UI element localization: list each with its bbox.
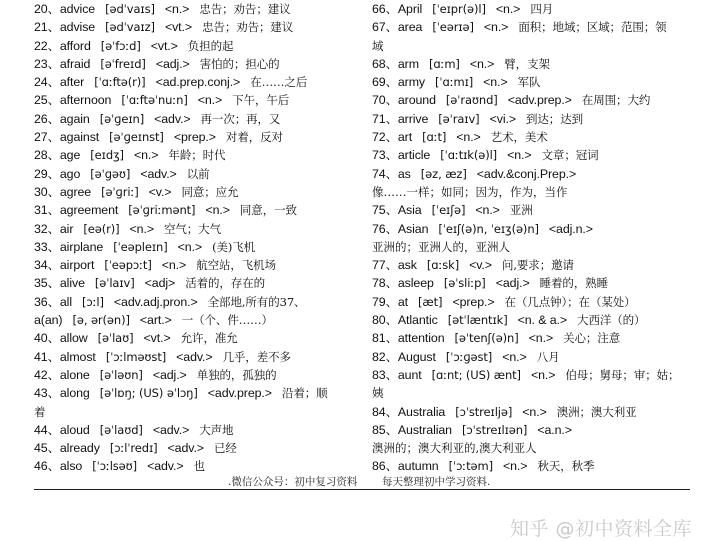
entry-number: 41、 [34,349,60,364]
entry-word: again [59,111,90,126]
entry-part-of-speech: <n. & a.> [517,313,568,328]
entry-meaning: 已经 [213,441,237,456]
entry-phonetic: [ˈeəpɔːt] [104,258,152,273]
entry-part-of-speech: <adj.> [495,276,530,291]
entry-part-of-speech: <v.> [469,258,492,273]
entry-meaning: 八月 [536,349,560,364]
entry-number: 77、 [372,258,398,273]
entry-meaning: 航空站，飞机场 [196,258,276,273]
entry-part-of-speech: <adv.prep.> [507,93,572,108]
entry-part-of-speech: <n.> [507,148,532,163]
entry-phonetic: [ətˈlæntɪk] [447,313,508,328]
entry-part-of-speech: <n.> [161,258,187,273]
zhihu-watermark: 知乎 @初中资料全库 [510,518,693,540]
entry-number: 24、 [34,75,60,90]
vocab-entry [372,128,688,146]
entry-word: Australia [397,404,446,419]
entry-word: airport [59,258,95,273]
entry-part-of-speech: <adj.> [152,367,187,382]
entry-word: Atlantic [397,313,438,328]
entry-word: along [59,386,90,401]
vocab-entry [372,311,688,329]
entry-phonetic: [əˈɡəʊ] [90,166,131,181]
vocab-entry [372,366,688,384]
vocab-entry [34,183,364,201]
vocab-entry [34,146,364,164]
entry-word: aunt [397,367,422,382]
entry-meaning: 臂，支架 [504,56,550,71]
entry-number: 26、 [34,111,60,126]
entry-phonetic: [eə(r)] [83,221,120,236]
vocab-entry [34,0,364,18]
entry-word: agree [59,184,92,199]
entry-phonetic: [əˈtenʃ(ə)n] [454,331,519,346]
vocab-entry [372,146,688,164]
entry-meaning: 再一次；再，又 [200,111,281,126]
entry-word: almost [59,349,96,364]
entry-meaning-continued: 亚洲的；亚洲人的，亚洲人 [372,239,510,254]
vocab-entry [34,256,364,274]
entry-meaning-continued: 澳洲的；澳大利亚的,澳大利亚人 [372,441,537,456]
entry-phonetic: [ɔˈstreɪlɪən] [462,422,528,437]
entry-meaning: 大声地 [199,422,234,437]
entry-meaning: 军队 [517,75,541,90]
entry-number: 84、 [372,404,398,419]
entry-word: alive [59,276,85,291]
entry-part-of-speech: <v.> [148,184,172,199]
entry-meaning: 艺术，美术 [490,130,548,145]
entry-part-of-speech: <adv.> [147,459,184,474]
entry-word: April [397,2,423,16]
entry-meaning: 单独的，孤独的 [196,367,277,382]
entry-word: at [397,294,409,309]
entry-part-of-speech: <adv.> [176,349,213,364]
entry-word: afraid [59,56,91,71]
vocab-entry [372,201,688,219]
vocab-entry [34,55,364,73]
entry-word: alone [59,367,90,382]
entry-meaning: 以前 [186,166,210,181]
entry-number: 78、 [372,276,398,291]
vocab-entry [372,329,688,347]
entry-part-of-speech: <adv.> [167,441,204,456]
entry-part-of-speech: <n.> [177,239,203,254]
vocab-entry [34,366,364,384]
entry-word: advise [59,20,96,35]
word-list-left-column [34,0,364,476]
vocab-entry [34,201,364,219]
entry-meaning-continued: 姨 [372,386,384,401]
vocab-entry [34,457,364,475]
entry-part-of-speech: <n.> [129,221,154,236]
entry-phonetic: [ˈɔːlsəʊ] [92,459,138,474]
entry-part-of-speech: <adv.adj.pron.> [113,294,198,309]
entry-phonetic: [əˈlaʊd] [99,422,143,437]
vocab-entry [372,403,688,421]
entry-number: 27、 [34,130,60,145]
entry-phonetic: [ˈeɪʃə] [431,203,466,218]
vocab-entry [34,73,364,91]
vocab-entry [34,348,364,366]
entry-meaning: 一（个、件……） [181,313,273,328]
entry-word: ask [397,258,417,273]
vocab-entry [34,91,364,109]
entry-number: 36、 [34,294,60,309]
entry-number: 29、 [34,166,60,181]
entry-number: 25、 [34,93,60,108]
entry-part-of-speech: <a.n.> [537,422,572,437]
entry-phonetic: [əˈraʊnd] [445,93,498,108]
entry-phonetic: [ɑːsk] [426,258,460,273]
entry-word: Asia [397,203,422,218]
entry-part-of-speech: <n.> [503,459,528,474]
entry-word: asleep [397,276,434,291]
entry-phonetic: [ˈeɪʃ(ə)n, ˈeɪʒ(ə)n] [438,221,539,236]
entry-word: allow [59,331,88,346]
vocab-entry [34,238,364,256]
entry-phonetic: [ˈɑːtɪk(ə)l] [440,148,498,163]
entry-phonetic: [ˈɔːlməʊst] [105,349,167,364]
entry-number: 73、 [372,148,398,163]
vocab-entry [34,421,364,439]
entry-word: all [59,294,72,309]
entry-phonetic: [ˈɔːɡəst] [445,349,493,364]
entry-meaning-continued: 域 [372,38,384,53]
entry-part-of-speech: <art.> [139,313,172,328]
entry-word: arrive [397,111,429,126]
vocab-entry [34,329,364,347]
entry-number: 79、 [372,294,398,309]
footer-daily-text: 每天整理初中学习资料. [382,476,491,488]
entry-phonetic: [ˈeɪpr(ə)l] [432,2,486,16]
vocab-entry [34,165,364,183]
entry-phonetic: [əˈlaɪv] [94,276,135,291]
entry-word: article [397,148,431,163]
vocab-entry [34,220,364,238]
entry-phonetic: [ɑːt] [422,130,447,145]
vocab-entry [34,293,364,311]
entry-meaning: 忠告；劝告；建议 [202,20,294,35]
vocab-entry [34,384,364,402]
entry-meaning: 在（几点钟）；在（某处） [504,294,636,309]
entry-phonetic: [ədˈvaɪz] [105,20,155,35]
entry-part-of-speech: <adv.> [154,111,191,126]
vocab-entry [372,73,688,91]
entry-part-of-speech: <n.> [495,2,521,16]
entry-part-of-speech: <adv.> [152,422,190,437]
entry-number: 43、 [34,386,60,401]
entry-phonetic: [ˈɑːftə(r)] [94,75,146,90]
entry-meaning: 年龄；时代 [168,148,226,163]
footer-divider [34,489,690,490]
entry-phonetic: [ˈɑːftəˈnuːn] [121,93,188,108]
entry-word: Australian [397,422,452,437]
entry-part-of-speech: <adv.> [140,166,177,181]
entry-part-of-speech: <adj.> [155,56,190,71]
entry-part-of-speech: <n.> [469,56,495,71]
entry-part-of-speech: <n.> [197,93,223,108]
entry-part-of-speech: <n.> [483,20,509,35]
vocab-entry [34,18,364,36]
entry-meaning-continued: 着 [34,404,46,419]
entry-word: a(an) [34,313,63,328]
entry-word: air [59,221,74,236]
entry-meaning: 亚洲 [509,203,533,218]
entry-phonetic: [əˈɡeɪnst] [109,130,164,145]
entry-phonetic: [ɔːl] [82,294,104,309]
entry-meaning: 负担的起 [187,38,234,53]
entry-meaning: 大西洋（的） [577,313,646,328]
vocab-entry [34,274,364,292]
entry-number: 44、 [34,422,60,437]
entry-number: 23、 [34,56,60,71]
entry-number: 34、 [34,258,60,273]
entry-word: attention [397,331,445,346]
entry-part-of-speech: <n.> [528,331,554,346]
entry-phonetic: [ɑːm] [428,56,460,71]
entry-meaning: 沿着；顺 [281,386,328,401]
entry-phonetic: [əˈfreɪd] [100,56,146,71]
entry-meaning: 空气；大气 [163,221,221,236]
entry-part-of-speech: <ad.prep.conj.> [155,75,241,90]
entry-number: 21、 [34,20,60,35]
entry-phonetic: [ˈɔːtəm] [448,459,493,474]
entry-number: 85、 [372,422,398,437]
entry-part-of-speech: <n.> [502,349,527,364]
vocab-entry [372,0,688,18]
entry-word: also [59,459,83,474]
vocab-entry [372,91,688,109]
entry-number: 75、 [372,203,398,218]
entry-meaning-continued: 像……一样；如同；因为，作为，当作 [372,184,568,199]
entry-number: 45、 [34,441,60,456]
vocab-entry [34,128,364,146]
entry-phonetic: [əˈsliːp] [443,276,486,291]
entry-word: autumn [397,459,439,474]
entry-word: arm [397,56,419,71]
entry-meaning: (美)飞机 [212,239,256,254]
entry-word: Asian [397,221,429,236]
entry-part-of-speech: <n.> [522,404,547,419]
entry-phonetic: [ə, ər(ən)] [72,313,130,328]
vocab-entry [372,256,688,274]
word-list-right-column [372,0,688,476]
entry-meaning: 四月 [530,2,554,16]
entry-meaning: 澳洲；澳大利亚 [556,404,637,419]
entry-part-of-speech: <n.> [483,75,508,90]
vocab-entry [34,311,364,329]
entry-number: 70、 [372,93,398,108]
entry-part-of-speech: <adv.&conj.Prep.> [476,166,577,181]
entry-phonetic: [ɑːnt; (US) ænt] [431,367,521,382]
entry-part-of-speech: <adv.prep.> [207,386,272,401]
entry-phonetic: [ɔˈstreɪljə] [455,404,513,419]
entry-part-of-speech: <n.> [164,2,190,16]
entry-word: army [397,75,426,90]
vocab-entry [372,348,688,366]
entry-number: 30、 [34,184,60,199]
entry-number: 72、 [372,130,398,145]
vocab-entry [34,37,364,55]
entry-meaning: 关心；注意 [563,331,621,346]
entry-number: 66、 [372,2,398,16]
entry-phonetic: [əˈraɪv] [438,111,480,126]
entry-word: afternoon [59,93,112,108]
entry-number: 67、 [372,20,398,35]
entry-number: 32、 [34,221,60,236]
entry-meaning: 害怕的；担心的 [199,56,280,71]
entry-part-of-speech: <n.> [133,148,159,163]
entry-meaning: 允许，准允 [180,331,238,346]
vocab-entry [372,421,688,439]
entry-meaning: 同意，一致 [239,203,297,218]
entry-number: 74、 [372,166,398,181]
entry-phonetic: [əˈɡriː] [101,184,139,199]
entry-word: as [397,166,411,181]
entry-number: 31、 [34,203,60,218]
entry-part-of-speech: <adj.n.> [548,221,593,236]
entry-phonetic: [ˈɑːmɪ] [435,75,474,90]
entry-word: advice [59,2,96,16]
entry-number: 71、 [372,111,398,126]
entry-part-of-speech: <prep.> [452,294,495,309]
vocab-entry [372,55,688,73]
entry-part-of-speech: <prep.> [173,130,216,145]
entry-word: after [59,75,85,90]
vocab-entry [34,110,364,128]
entry-phonetic: [ˈeərɪə] [432,20,474,35]
entry-word: area [397,20,423,35]
entry-part-of-speech: <vt.> [143,331,171,346]
entry-phonetic: [eɪdʒ] [90,148,124,163]
entry-number: 22、 [34,38,60,53]
entry-part-of-speech: <adj> [144,276,176,291]
entry-meaning: 文章；冠词 [541,148,599,163]
entry-meaning: 秋天，秋季 [537,459,595,474]
entry-number: 28、 [34,148,60,163]
entry-meaning: 也 [193,459,205,474]
entry-word: aloud [59,422,90,437]
entry-phonetic: [əˈlɒŋ; (US) əˈlɔŋ] [99,386,198,401]
entry-meaning: 对着，反对 [225,130,283,145]
entry-phonetic: [əˈɡeɪn] [99,111,145,126]
entry-number: 83、 [372,367,398,382]
entry-part-of-speech: <n.> [530,367,556,382]
entry-word: against [59,130,100,145]
entry-phonetic: [ˈeəpleɪn] [113,239,168,254]
entry-number: 68、 [372,56,398,71]
entry-number: 20、 [34,2,60,16]
entry-meaning: 下午，午后 [232,93,290,108]
entry-number: 86、 [372,459,398,474]
entry-word: afford [59,38,91,53]
entry-number: 81、 [372,331,398,346]
entry-word: August [397,349,436,364]
entry-word: around [397,93,436,108]
entry-phonetic: [ɔːlˈredɪ] [109,441,158,456]
entry-meaning: 在周围；大约 [581,93,651,108]
entry-meaning: 到达；达到 [526,111,583,126]
entry-meaning: 面积；地域；区域；范围；领 [518,20,667,35]
entry-word: airplane [59,239,104,254]
entry-phonetic: [əz, æz] [420,166,467,181]
entry-meaning: 全部地,所有的37、 [207,294,306,309]
vocab-entry [372,274,688,292]
entry-meaning: 问,要求；邀请 [501,258,574,273]
footer-wechat-text: .微信公众号：初中复习资料 [228,476,358,488]
entry-number: 80、 [372,313,398,328]
entry-meaning: 几乎，差不多 [222,349,291,364]
entry-part-of-speech: <n.> [205,203,230,218]
entry-word: already [59,441,100,456]
entry-number: 40、 [34,331,60,346]
entry-meaning: 在……之后 [250,75,308,90]
vocab-entry [372,457,688,475]
entry-part-of-speech: <vt.> [150,38,178,53]
entry-meaning: 忠告；劝告；建议 [199,2,291,16]
vocab-entry [372,220,688,238]
entry-phonetic: [əˈɡriːmənt] [128,203,196,218]
entry-meaning: 伯母；舅母；审；姑； [565,367,680,382]
entry-number: 76、 [372,221,398,236]
entry-number: 42、 [34,367,60,382]
entry-part-of-speech: <n.> [475,203,500,218]
vocab-entry [372,293,688,311]
entry-word: age [59,148,81,163]
entry-phonetic: [əˈfɔːd] [100,38,141,53]
entry-number: 46、 [34,459,60,474]
entry-phonetic: [ədˈvaɪs] [105,2,155,16]
entry-number: 35、 [34,276,60,291]
vocab-entry [372,18,688,36]
entry-part-of-speech: <vt.> [164,20,192,35]
entry-number: 69、 [372,75,398,90]
entry-part-of-speech: <n.> [456,130,481,145]
entry-word: art [397,130,413,145]
entry-word: agreement [59,203,119,218]
entry-phonetic: [æt] [418,294,443,309]
vocab-entry [372,110,688,128]
vocab-entry [34,439,364,457]
entry-meaning: 睡着的，熟睡 [539,276,609,291]
entry-phonetic: [əˈlaʊ] [97,331,134,346]
entry-number: 33、 [34,239,60,254]
entry-phonetic: [əˈləʊn] [99,367,143,382]
entry-part-of-speech: <vi.> [489,111,516,126]
vocab-entry [372,165,688,183]
entry-meaning: 同意；应允 [181,184,239,199]
entry-word: ago [59,166,81,181]
entry-number: 82、 [372,349,398,364]
entry-meaning: 活着的，存在的 [185,276,266,291]
